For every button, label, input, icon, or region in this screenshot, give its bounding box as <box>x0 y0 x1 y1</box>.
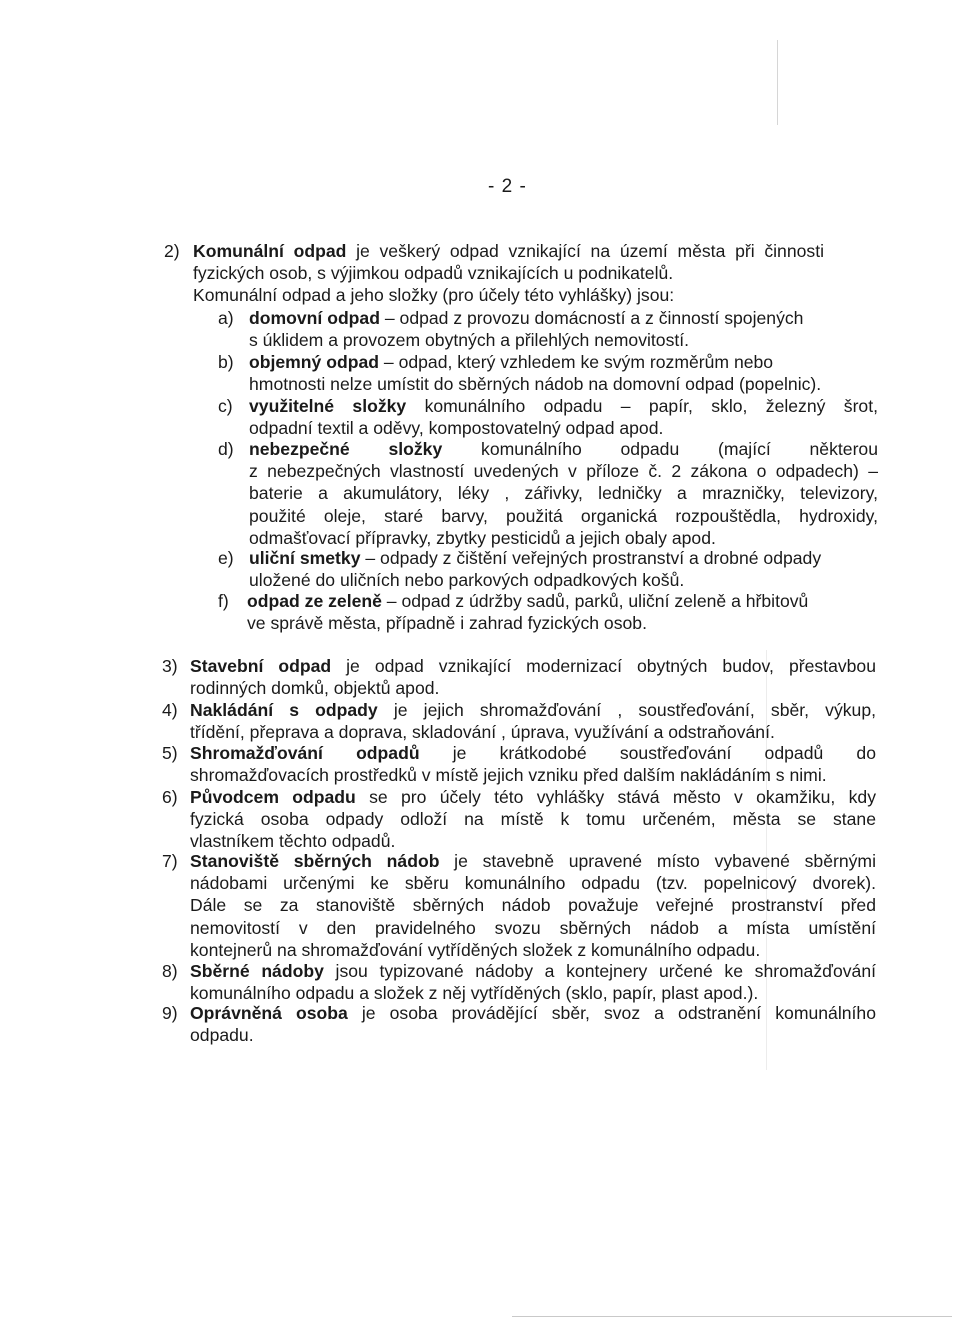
item-line: fyzická osoba odpady odloží na místě k tomu určeném, města se stane <box>190 809 876 830</box>
item-line: odpadní textil a oděvy, kompostovatelný odpad apod. <box>249 418 664 439</box>
item-line: odpad ze zeleně – odpad z údržby sadů, parků, uliční zeleně a hřbitovů <box>247 591 809 611</box>
definition-item-8 <box>162 960 876 1004</box>
item-line: kontejnerů na shromažďování vytříděných složek z komunálního odpadu. <box>190 939 761 960</box>
item-line: Komunální odpad je veškerý odpad vznikající na území města při činnosti <box>193 241 824 261</box>
item-line: hmotnosti nelze umístit do sběrných nádob na domovní odpad (popelnic). <box>249 374 822 395</box>
item-line: Stanoviště sběrných nádob je stavebně upravené místo vybavené sběrnými <box>190 851 876 871</box>
subitem-label: b) <box>218 352 234 372</box>
scan-artifact-line <box>777 40 778 125</box>
item-term: uliční smetky <box>249 548 361 568</box>
item-term: využitelné složky <box>249 396 407 416</box>
item-line: uliční smetky – odpady z čištění veřejných prostranství a drobné odpady <box>249 548 822 568</box>
item-line: Sběrné nádoby jsou typizované nádoby a kontejnery určené ke shromažďování <box>190 961 876 981</box>
subitem-label: f) <box>218 591 229 611</box>
item-line: z nebezpečných vlastností uvedených v příloze č. 2 zákona o odpadech) – <box>249 461 878 482</box>
item-term: nebezpečné složky <box>249 439 443 459</box>
item-line: uložené do uličních nebo parkových odpadkových košů. <box>249 570 685 591</box>
item-line: s úklidem a provozem obytných a přilehlých nemovitostí. <box>249 330 690 351</box>
item-number: 2) <box>164 241 180 261</box>
item-line: Shromažďování odpadů je krátkodobé soustřeďování odpadů do <box>190 743 876 763</box>
item-line: Stavební odpad je odpad vznikající modernizací obytných budov, přestavbou <box>190 656 876 676</box>
item-line: použité oleje, staré barvy, použitá organická rozpouštědla, hydroxidy, <box>249 505 878 526</box>
item-number: 8) <box>162 961 178 981</box>
item-term: odpad ze zeleně <box>247 591 382 611</box>
item-line: Oprávněná osoba je osoba provádějící sběr, svoz a odstranění komunálního <box>190 1003 876 1023</box>
item-number: 6) <box>162 787 178 807</box>
subitem-e <box>218 547 878 591</box>
item-line: shromažďovacích prostředků v místě jejich vzniku před dalším nakládáním s nimi. <box>190 765 827 786</box>
item-line: Nakládání s odpady je jejich shromažďování , soustřeďování, sběr, výkup, <box>190 700 877 720</box>
item-term: Shromažďování odpadů <box>190 743 420 763</box>
item-line: vlastníkem těchto odpadů. <box>190 831 396 852</box>
subitem-label: e) <box>218 548 234 568</box>
scan-edge-line <box>512 1316 952 1317</box>
subitem-label: d) <box>218 439 234 459</box>
item-line: ve správě města, případně i zahrad fyzických osob. <box>247 613 647 634</box>
item-number: 3) <box>162 656 178 676</box>
definition-item-2 <box>164 240 824 307</box>
item-term: objemný odpad <box>249 352 380 372</box>
subitem-label: c) <box>218 396 233 416</box>
item-term: Stanoviště sběrných nádob <box>190 851 440 871</box>
item-term: Sběrné nádoby <box>190 961 324 981</box>
subitem-b <box>218 351 848 395</box>
item-number: 9) <box>162 1003 178 1023</box>
item-line: Původcem odpadu se pro účely této vyhlášky stává město v okamžiku, kdy <box>190 787 876 807</box>
item-number: 5) <box>162 743 178 763</box>
item-line: objemný odpad – odpad, který vzhledem ke svým rozměrům nebo <box>249 352 774 372</box>
definition-item-5 <box>162 742 876 786</box>
item-line: odpadu. <box>190 1025 254 1046</box>
subitem-c <box>218 395 878 439</box>
item-number: 4) <box>162 700 178 720</box>
item-line: nebezpečné složky komunálního odpadu (mající některou <box>249 439 878 459</box>
definition-item-6 <box>162 786 876 853</box>
definition-item-7 <box>162 850 876 961</box>
definition-item-9 <box>162 1002 876 1046</box>
item-line: komunálního odpadu a složek z něj vytříděných (sklo, papír, plast apod.). <box>190 983 759 1004</box>
item-number: 7) <box>162 851 178 871</box>
item-line: fyzických osob, s výjimkou odpadů vznikajících u podnikatelů. <box>193 263 674 284</box>
subitem-a <box>218 307 848 351</box>
item-line: využitelné složky komunálního odpadu – papír, sklo, železný šrot, <box>249 396 878 416</box>
item-line: odmašťovací přípravky, zbytky pesticidů a jejich obaly apod. <box>249 527 716 548</box>
item-line: Dále se za stanoviště sběrných nádob považuje veřejné prostranství před <box>190 895 876 916</box>
subitem-f <box>218 590 878 634</box>
subitem-d <box>218 438 878 549</box>
item-term: Oprávněná osoba <box>190 1003 348 1023</box>
item-line: baterie a akumulátory, léky , zářivky, ledničky a mrazničky, televizory, <box>249 483 878 504</box>
definition-item-4 <box>162 699 876 743</box>
item-line: Komunální odpad a jeho složky (pro účely této vyhlášky) jsou: <box>193 285 675 306</box>
page-number: - 2 - <box>488 176 527 197</box>
item-term: domovní odpad <box>249 308 380 328</box>
item-term: Nakládání s odpady <box>190 700 378 720</box>
item-line: rodinných domků, objektů apod. <box>190 678 440 699</box>
item-term: Původcem odpadu <box>190 787 356 807</box>
item-term: Stavební odpad <box>190 656 332 676</box>
item-line: nádobami určenými ke sběru komunálního odpadu (tzv. popelnicový dvorek). <box>190 873 876 894</box>
item-term: Komunální odpad <box>193 241 347 261</box>
subitem-label: a) <box>218 308 234 328</box>
item-line: domovní odpad – odpad z provozu domácností a z činností spojených <box>249 308 804 328</box>
item-line: nemovitostí v den pravidelného svozu sběrných nádob a místa umístění <box>190 917 876 938</box>
definition-item-3 <box>162 655 876 699</box>
item-line: třídění, přeprava a doprava, skladování , úprava, využívání a odstraňování. <box>190 722 775 743</box>
